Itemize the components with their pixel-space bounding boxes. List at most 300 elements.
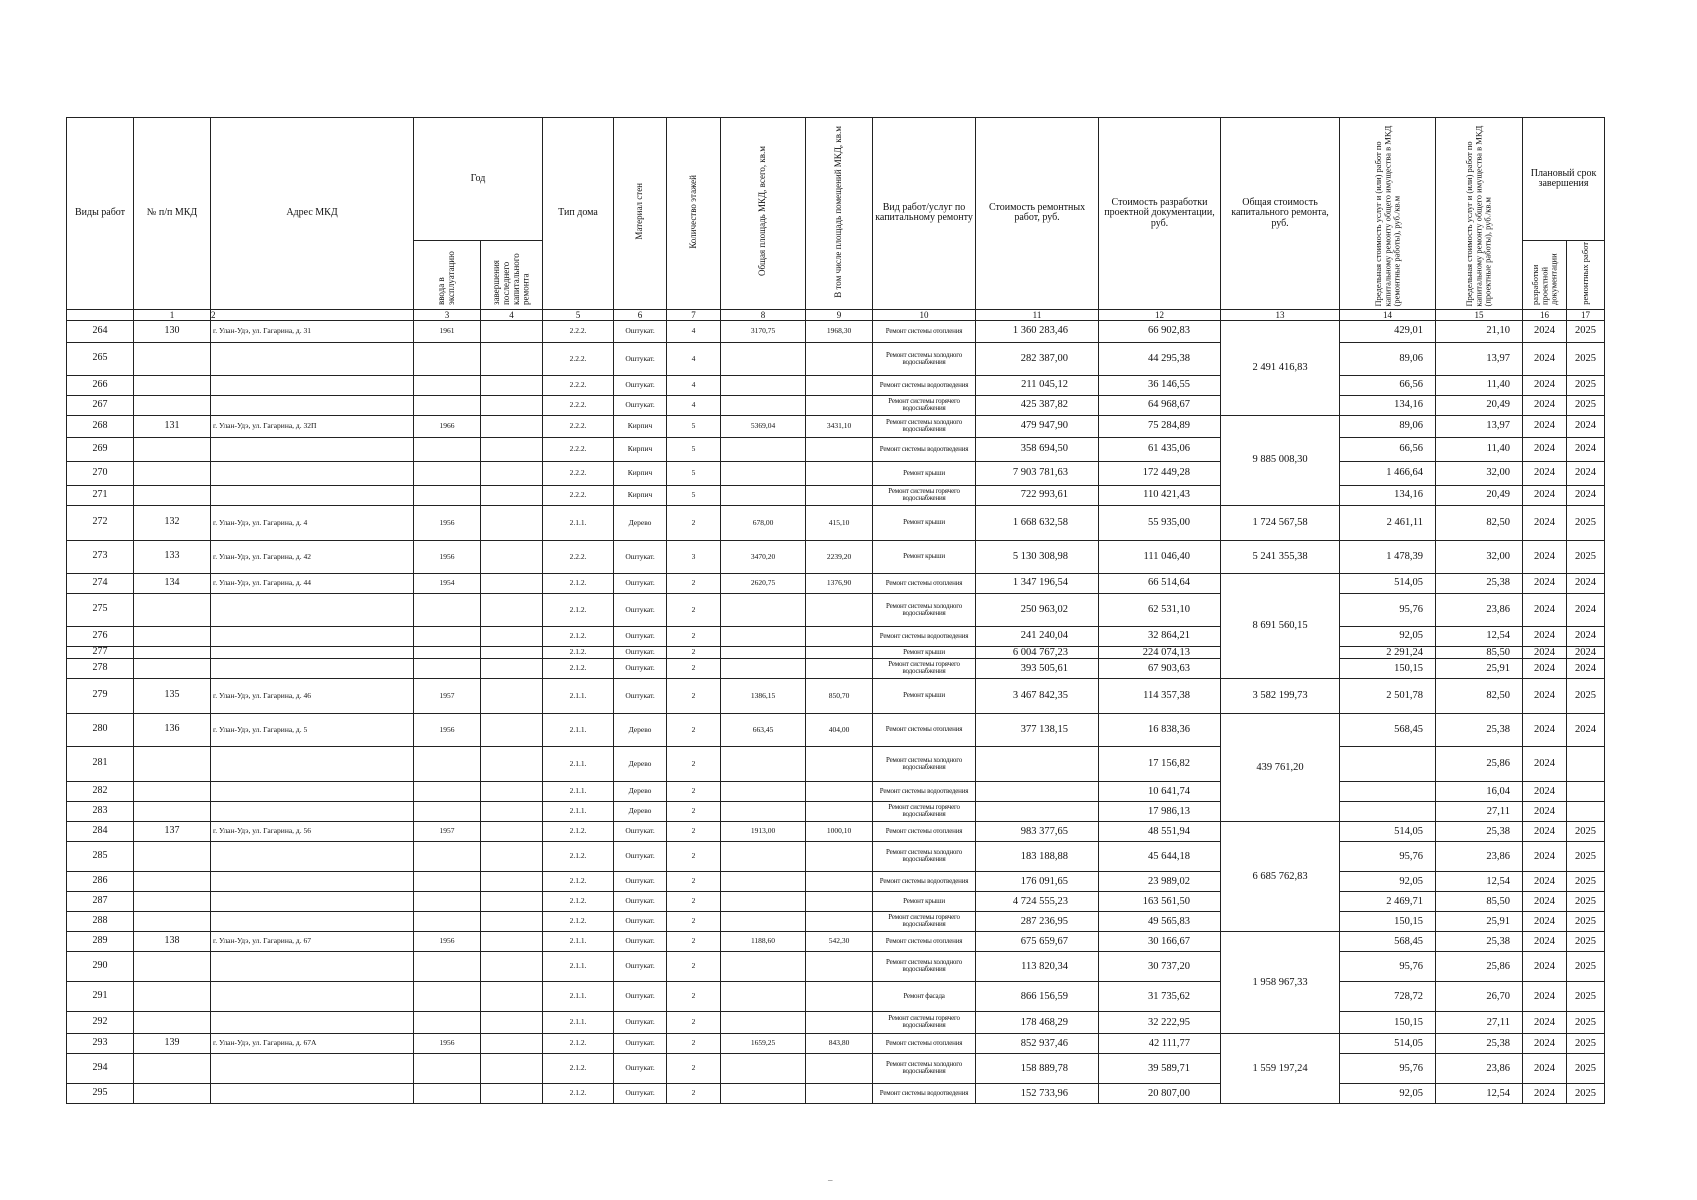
cell-mkd-number <box>134 658 211 678</box>
cell-year-last-repair <box>481 461 543 485</box>
cell-repair-cost: 282 387,00 <box>976 342 1099 375</box>
cell-deadline-design: 2024 <box>1523 461 1567 485</box>
col-header-year: Год <box>414 118 543 241</box>
cell-deadline-design: 2024 <box>1523 485 1567 505</box>
cell-limit-design: 25,91 <box>1436 658 1523 678</box>
cell-repair-cost: 1 668 632,58 <box>976 505 1099 540</box>
cell-premises-area: 1376,90 <box>806 573 873 593</box>
cell-design-cost: 20 807,00 <box>1099 1083 1221 1103</box>
cell-deadline-design: 2024 <box>1523 801 1567 821</box>
cell-repair-cost: 358 694,50 <box>976 437 1099 461</box>
cell-floors: 2 <box>667 713 721 746</box>
cell-design-cost: 32 864,21 <box>1099 626 1221 646</box>
cell-row-number: 281 <box>67 746 134 781</box>
cell-house-type: 2.1.2. <box>543 871 614 891</box>
cell-limit-design: 32,00 <box>1436 461 1523 485</box>
cell-design-cost: 44 295,38 <box>1099 342 1221 375</box>
cell-mkd-number <box>134 1083 211 1103</box>
cell-total-area <box>721 375 806 395</box>
cell-year-entry: 1961 <box>414 320 481 342</box>
cell-deadline-repair: 2025 <box>1567 375 1605 395</box>
cell-address <box>211 395 414 415</box>
cell-limit-repair: 66,56 <box>1340 437 1436 461</box>
cell-deadline-design: 2024 <box>1523 678 1567 713</box>
cell-year-entry <box>414 593 481 626</box>
cell-repair-cost: 377 138,15 <box>976 713 1099 746</box>
cell-work-kind: Ремонт системы горячего водоснабжения <box>873 911 976 931</box>
cell-house-type: 2.1.1. <box>543 746 614 781</box>
cell-premises-area <box>806 658 873 678</box>
cell-total-area <box>721 781 806 801</box>
cell-premises-area: 404,00 <box>806 713 873 746</box>
cell-repair-cost: 241 240,04 <box>976 626 1099 646</box>
table-row <box>67 485 1605 505</box>
cell-limit-design: 25,86 <box>1436 951 1523 981</box>
cell-floors: 2 <box>667 781 721 801</box>
cell-repair-cost: 479 947,90 <box>976 415 1099 437</box>
cell-year-last-repair <box>481 911 543 931</box>
cell-deadline-repair: 2025 <box>1567 911 1605 931</box>
cell-total-cost: 1 958 967,33 <box>1221 931 1340 1033</box>
cell-year-entry <box>414 841 481 871</box>
cell-repair-cost: 722 993,61 <box>976 485 1099 505</box>
cell-year-entry <box>414 801 481 821</box>
cell-total-area <box>721 841 806 871</box>
cell-mkd-number <box>134 781 211 801</box>
cell-year-entry <box>414 891 481 911</box>
cell-mkd-number: 134 <box>134 573 211 593</box>
cell-limit-repair: 514,05 <box>1340 821 1436 841</box>
cell-address: г. Улан-Удэ, ул. Гагарина, д. 44 <box>211 573 414 593</box>
cell-work-kind: Ремонт системы горячего водоснабжения <box>873 658 976 678</box>
cell-deadline-repair: 2025 <box>1567 540 1605 573</box>
cell-house-type: 2.1.1. <box>543 981 614 1011</box>
col-header-house-type: Тип дома <box>543 118 614 310</box>
col-header-address: Адрес МКД <box>211 118 414 310</box>
cell-wall-material: Кирпич <box>614 461 667 485</box>
cell-limit-repair: 1 466,64 <box>1340 461 1436 485</box>
cell-limit-repair: 95,76 <box>1340 1053 1436 1083</box>
cell-wall-material: Оштукат. <box>614 931 667 951</box>
cell-row-number: 270 <box>67 461 134 485</box>
cell-deadline-repair: 2025 <box>1567 981 1605 1011</box>
col-number: 8 <box>721 309 806 320</box>
cell-mkd-number <box>134 1053 211 1083</box>
cell-address <box>211 375 414 395</box>
cell-deadline-design: 2024 <box>1523 951 1567 981</box>
cell-deadline-repair: 2025 <box>1567 1033 1605 1053</box>
cell-total-area: 3170,75 <box>721 320 806 342</box>
cell-total-area <box>721 485 806 505</box>
col-header-deadline-repair <box>1567 241 1605 310</box>
cell-house-type: 2.1.2. <box>543 593 614 626</box>
cell-deadline-design: 2024 <box>1523 746 1567 781</box>
cell-limit-repair: 95,76 <box>1340 951 1436 981</box>
cell-limit-repair: 150,15 <box>1340 658 1436 678</box>
cell-row-number: 264 <box>67 320 134 342</box>
cell-mkd-number <box>134 981 211 1011</box>
cell-work-kind: Ремонт системы холодного водоснабжения <box>873 593 976 626</box>
cell-repair-cost: 983 377,65 <box>976 821 1099 841</box>
cell-floors: 2 <box>667 746 721 781</box>
cell-work-kind: Ремонт системы водоотведения <box>873 626 976 646</box>
cell-row-number: 288 <box>67 911 134 931</box>
cell-address <box>211 841 414 871</box>
cell-year-entry <box>414 658 481 678</box>
cell-total-area: 2620,75 <box>721 573 806 593</box>
col-number <box>67 309 134 320</box>
cell-floors: 2 <box>667 911 721 931</box>
cell-work-kind: Ремонт системы холодного водоснабжения <box>873 1053 976 1083</box>
cell-design-cost: 23 989,02 <box>1099 871 1221 891</box>
cell-mkd-number <box>134 746 211 781</box>
cell-design-cost: 163 561,50 <box>1099 891 1221 911</box>
cell-mkd-number <box>134 626 211 646</box>
cell-floors: 2 <box>667 951 721 981</box>
col-number: 10 <box>873 309 976 320</box>
cell-limit-repair <box>1340 781 1436 801</box>
col-number: 12 <box>1099 309 1221 320</box>
cell-house-type: 2.1.1. <box>543 1011 614 1033</box>
cell-deadline-repair: 2024 <box>1567 593 1605 626</box>
table-row <box>67 891 1605 911</box>
cell-total-area: 3470,20 <box>721 540 806 573</box>
cell-design-cost: 61 435,06 <box>1099 437 1221 461</box>
cell-limit-design: 25,38 <box>1436 713 1523 746</box>
cell-total-area <box>721 593 806 626</box>
cell-total-cost: 8 691 560,15 <box>1221 573 1340 678</box>
cell-limit-repair: 728,72 <box>1340 981 1436 1011</box>
cell-house-type: 2.1.2. <box>543 626 614 646</box>
cell-repair-cost: 176 091,65 <box>976 871 1099 891</box>
cell-floors: 2 <box>667 1083 721 1103</box>
cell-house-type: 2.2.2. <box>543 395 614 415</box>
cell-floors: 4 <box>667 320 721 342</box>
cell-year-last-repair <box>481 593 543 626</box>
cell-deadline-repair <box>1567 746 1605 781</box>
cell-deadline-design: 2024 <box>1523 1053 1567 1083</box>
cell-design-cost: 172 449,28 <box>1099 461 1221 485</box>
cell-mkd-number: 132 <box>134 505 211 540</box>
page-mark: – <box>828 1175 833 1185</box>
cell-house-type: 2.1.2. <box>543 646 614 658</box>
cell-deadline-repair: 2024 <box>1567 485 1605 505</box>
table-row <box>67 911 1605 931</box>
cell-year-entry <box>414 461 481 485</box>
cell-limit-design: 85,50 <box>1436 891 1523 911</box>
cell-year-entry: 1956 <box>414 713 481 746</box>
col-number: 1 <box>134 309 211 320</box>
cell-limit-design: 26,70 <box>1436 981 1523 1011</box>
cell-address: г. Улан-Удэ, ул. Гагарина, д. 67 <box>211 931 414 951</box>
cell-deadline-repair: 2025 <box>1567 821 1605 841</box>
cell-work-kind: Ремонт системы водоотведения <box>873 375 976 395</box>
cell-address <box>211 801 414 821</box>
cell-year-last-repair <box>481 781 543 801</box>
table-row <box>67 320 1605 342</box>
cell-row-number: 295 <box>67 1083 134 1103</box>
cell-limit-repair: 150,15 <box>1340 911 1436 931</box>
cell-design-cost: 224 074,13 <box>1099 646 1221 658</box>
cell-deadline-design: 2024 <box>1523 658 1567 678</box>
cell-wall-material: Оштукат. <box>614 951 667 981</box>
cell-limit-repair: 1 478,39 <box>1340 540 1436 573</box>
cell-design-cost: 49 565,83 <box>1099 911 1221 931</box>
cell-premises-area <box>806 891 873 911</box>
cell-limit-design: 25,38 <box>1436 1033 1523 1053</box>
cell-year-last-repair <box>481 573 543 593</box>
cell-floors: 2 <box>667 891 721 911</box>
cell-row-number: 267 <box>67 395 134 415</box>
cell-design-cost: 48 551,94 <box>1099 821 1221 841</box>
cell-repair-cost: 7 903 781,63 <box>976 461 1099 485</box>
col-number: 4 <box>481 309 543 320</box>
cell-limit-repair: 66,56 <box>1340 375 1436 395</box>
cell-premises-area <box>806 871 873 891</box>
cell-house-type: 2.2.2. <box>543 320 614 342</box>
cell-year-entry <box>414 342 481 375</box>
col-header-work-kind: Вид работ/услуг по капитальному ремонту <box>873 118 976 310</box>
cell-house-type: 2.1.1. <box>543 801 614 821</box>
cell-address: г. Улан-Удэ, ул. Гагарина, д. 56 <box>211 821 414 841</box>
cell-total-cost: 439 761,20 <box>1221 713 1340 821</box>
cell-total-area: 1659,25 <box>721 1033 806 1053</box>
cell-mkd-number: 133 <box>134 540 211 573</box>
cell-address <box>211 485 414 505</box>
cell-wall-material: Кирпич <box>614 437 667 461</box>
table-row <box>67 1033 1605 1053</box>
col-header-year-entry-text: ввода в эксплуатацию <box>436 251 456 305</box>
cell-design-cost: 111 046,40 <box>1099 540 1221 573</box>
cell-deadline-design: 2024 <box>1523 437 1567 461</box>
cell-house-type: 2.1.2. <box>543 658 614 678</box>
cell-limit-design: 12,54 <box>1436 1083 1523 1103</box>
cell-premises-area <box>806 437 873 461</box>
cell-row-number: 290 <box>67 951 134 981</box>
cell-premises-area <box>806 1053 873 1083</box>
cell-work-kind: Ремонт системы горячего водоснабжения <box>873 801 976 821</box>
cell-limit-repair: 514,05 <box>1340 573 1436 593</box>
cell-limit-design: 25,38 <box>1436 821 1523 841</box>
cell-premises-area <box>806 626 873 646</box>
cell-year-entry: 1956 <box>414 931 481 951</box>
table-row <box>67 395 1605 415</box>
cell-deadline-design: 2024 <box>1523 713 1567 746</box>
cell-house-type: 2.1.2. <box>543 841 614 871</box>
cell-work-kind: Ремонт системы отопления <box>873 1033 976 1053</box>
cell-address <box>211 658 414 678</box>
cell-floors: 2 <box>667 1053 721 1083</box>
table-row <box>67 841 1605 871</box>
cell-total-area <box>721 626 806 646</box>
cell-row-number: 273 <box>67 540 134 573</box>
cell-deadline-repair: 2025 <box>1567 1053 1605 1083</box>
cell-house-type: 2.1.2. <box>543 911 614 931</box>
cell-deadline-design: 2024 <box>1523 891 1567 911</box>
cell-work-kind: Ремонт системы холодного водоснабжения <box>873 415 976 437</box>
cell-design-cost: 39 589,71 <box>1099 1053 1221 1083</box>
cell-total-cost: 3 582 199,73 <box>1221 678 1340 713</box>
cell-mkd-number <box>134 801 211 821</box>
cell-wall-material: Оштукат. <box>614 871 667 891</box>
cell-repair-cost <box>976 781 1099 801</box>
cell-deadline-design: 2024 <box>1523 626 1567 646</box>
cell-wall-material: Оштукат. <box>614 646 667 658</box>
cell-year-last-repair <box>481 658 543 678</box>
cell-premises-area <box>806 746 873 781</box>
cell-limit-design: 23,86 <box>1436 1053 1523 1083</box>
cell-limit-repair: 568,45 <box>1340 931 1436 951</box>
cell-wall-material: Оштукат. <box>614 1053 667 1083</box>
cell-floors: 2 <box>667 1011 721 1033</box>
cell-deadline-repair: 2025 <box>1567 320 1605 342</box>
cell-premises-area: 415,10 <box>806 505 873 540</box>
cell-house-type: 2.1.1. <box>543 713 614 746</box>
col-header-limit-repair-text: Предельная стоимость услуг и (или) работ по капитальному ремонту общего имущества в МКД (ремонтные работы), руб./кв.м <box>1372 125 1402 307</box>
cell-repair-cost: 158 889,78 <box>976 1053 1099 1083</box>
cell-limit-repair <box>1340 801 1436 821</box>
cell-repair-cost: 393 505,61 <box>976 658 1099 678</box>
cell-floors: 2 <box>667 841 721 871</box>
cell-repair-cost <box>976 801 1099 821</box>
cell-premises-area: 1000,10 <box>806 821 873 841</box>
cell-house-type: 2.1.2. <box>543 1033 614 1053</box>
cell-design-cost: 66 902,83 <box>1099 320 1221 342</box>
cell-deadline-design: 2024 <box>1523 1083 1567 1103</box>
cell-total-area <box>721 646 806 658</box>
table-row <box>67 461 1605 485</box>
cell-address: г. Улан-Удэ, ул. Гагарина, д. 31 <box>211 320 414 342</box>
cell-work-kind: Ремонт фасада <box>873 981 976 1011</box>
cell-year-last-repair <box>481 375 543 395</box>
col-number: 6 <box>614 309 667 320</box>
cell-limit-design: 82,50 <box>1436 678 1523 713</box>
cell-deadline-repair: 2025 <box>1567 891 1605 911</box>
cell-floors: 2 <box>667 931 721 951</box>
cell-row-number: 284 <box>67 821 134 841</box>
cell-total-area <box>721 911 806 931</box>
cell-deadline-repair <box>1567 801 1605 821</box>
cell-year-entry <box>414 437 481 461</box>
table-row <box>67 781 1605 801</box>
table-row <box>67 746 1605 781</box>
cell-repair-cost: 3 467 842,35 <box>976 678 1099 713</box>
cell-total-cost: 5 241 355,38 <box>1221 540 1340 573</box>
col-header-wall-material <box>614 118 667 310</box>
table-row <box>67 713 1605 746</box>
cell-design-cost: 10 641,74 <box>1099 781 1221 801</box>
cell-year-last-repair <box>481 746 543 781</box>
cell-floors: 3 <box>667 540 721 573</box>
cell-year-entry: 1956 <box>414 1033 481 1053</box>
cell-deadline-design: 2024 <box>1523 540 1567 573</box>
cell-deadline-design: 2024 <box>1523 871 1567 891</box>
cell-row-number: 282 <box>67 781 134 801</box>
cell-year-last-repair <box>481 931 543 951</box>
cell-repair-cost: 5 130 308,98 <box>976 540 1099 573</box>
cell-mkd-number <box>134 911 211 931</box>
header-row-main <box>67 118 1605 241</box>
column-numbers-row <box>67 309 1605 320</box>
cell-deadline-repair: 2024 <box>1567 658 1605 678</box>
cell-design-cost: 45 644,18 <box>1099 841 1221 871</box>
cell-deadline-design: 2024 <box>1523 981 1567 1011</box>
cell-premises-area <box>806 461 873 485</box>
cell-deadline-design: 2024 <box>1523 1011 1567 1033</box>
cell-limit-design: 25,38 <box>1436 931 1523 951</box>
cell-limit-design: 20,49 <box>1436 485 1523 505</box>
cell-house-type: 2.1.2. <box>543 1083 614 1103</box>
cell-house-type: 2.2.2. <box>543 461 614 485</box>
cell-repair-cost: 1 347 196,54 <box>976 573 1099 593</box>
cell-design-cost: 32 222,95 <box>1099 1011 1221 1033</box>
cell-year-last-repair <box>481 437 543 461</box>
cell-premises-area: 3431,10 <box>806 415 873 437</box>
cell-limit-repair: 150,15 <box>1340 1011 1436 1033</box>
cell-year-last-repair <box>481 646 543 658</box>
cell-work-kind: Ремонт крыши <box>873 678 976 713</box>
cell-deadline-repair: 2025 <box>1567 505 1605 540</box>
cell-row-number: 280 <box>67 713 134 746</box>
cell-address <box>211 1053 414 1083</box>
cell-wall-material: Оштукат. <box>614 981 667 1011</box>
cell-work-kind: Ремонт крыши <box>873 891 976 911</box>
table-row <box>67 342 1605 375</box>
cell-deadline-repair: 2025 <box>1567 951 1605 981</box>
cell-design-cost: 55 935,00 <box>1099 505 1221 540</box>
cell-year-last-repair <box>481 951 543 981</box>
cell-floors: 2 <box>667 1033 721 1053</box>
cell-limit-design: 23,86 <box>1436 593 1523 626</box>
table-row <box>67 1011 1605 1033</box>
cell-year-entry <box>414 951 481 981</box>
cell-total-area: 1386,15 <box>721 678 806 713</box>
cell-wall-material: Оштукат. <box>614 1011 667 1033</box>
cell-deadline-repair: 2025 <box>1567 871 1605 891</box>
cell-year-entry <box>414 981 481 1011</box>
cell-wall-material: Оштукат. <box>614 342 667 375</box>
cell-design-cost: 30 737,20 <box>1099 951 1221 981</box>
cell-address: г. Улан-Удэ, ул. Гагарина, д. 67А <box>211 1033 414 1053</box>
cell-deadline-design: 2024 <box>1523 1033 1567 1053</box>
cell-premises-area <box>806 1083 873 1103</box>
cell-deadline-repair: 2024 <box>1567 437 1605 461</box>
cell-total-area: 678,00 <box>721 505 806 540</box>
cell-year-last-repair <box>481 871 543 891</box>
cell-limit-repair: 92,05 <box>1340 626 1436 646</box>
cell-design-cost: 64 968,67 <box>1099 395 1221 415</box>
cell-deadline-design: 2024 <box>1523 781 1567 801</box>
col-header-total-area <box>721 118 806 310</box>
cell-floors: 5 <box>667 461 721 485</box>
cell-floors: 2 <box>667 658 721 678</box>
cell-work-kind: Ремонт системы водоотведения <box>873 1083 976 1103</box>
col-header-year-last-repair <box>481 241 543 310</box>
cell-limit-design: 25,91 <box>1436 911 1523 931</box>
cell-work-kind: Ремонт системы отопления <box>873 320 976 342</box>
cell-premises-area: 1968,30 <box>806 320 873 342</box>
cell-mkd-number <box>134 395 211 415</box>
cell-limit-design: 12,54 <box>1436 871 1523 891</box>
cell-total-area <box>721 461 806 485</box>
cell-deadline-repair: 2025 <box>1567 342 1605 375</box>
cell-limit-design: 23,86 <box>1436 841 1523 871</box>
cell-limit-design: 11,40 <box>1436 375 1523 395</box>
cell-premises-area <box>806 801 873 821</box>
cell-year-last-repair <box>481 626 543 646</box>
cell-row-number: 286 <box>67 871 134 891</box>
cell-repair-cost: 866 156,59 <box>976 981 1099 1011</box>
